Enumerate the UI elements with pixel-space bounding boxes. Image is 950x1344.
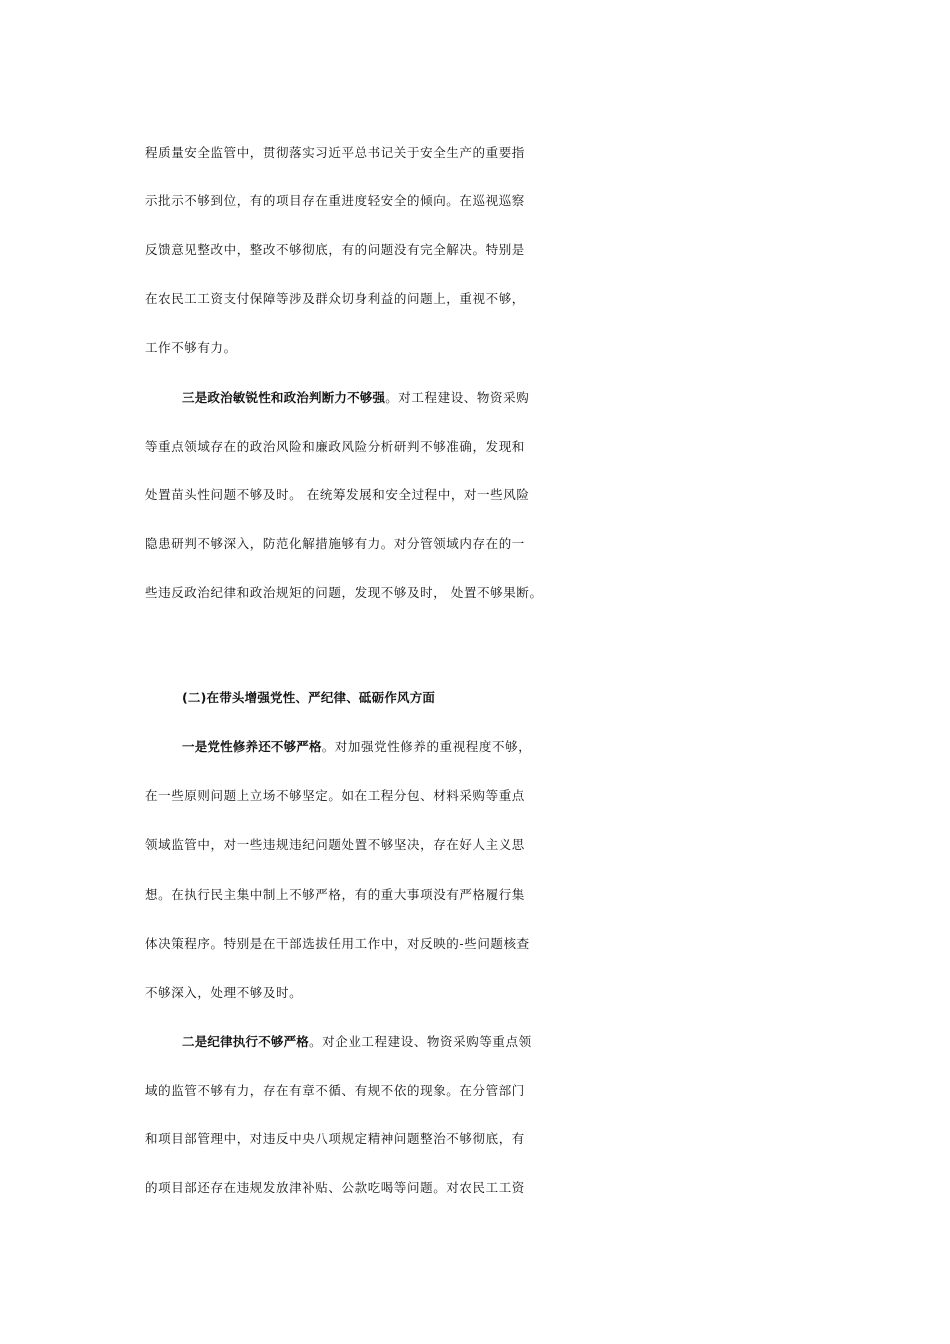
paragraph-lead-rest: 。对企业工程建设、物资采购等重点领 — [309, 1034, 532, 1049]
text-line: 领域监管中，对一些违规违纪问题处置不够坚决，存在好人主义思 — [145, 837, 525, 852]
paragraph-lead-rest: 。对加强党性修养的重视程度不够， — [321, 739, 532, 754]
text-line: 处置苗头性问题不够及时。 在统筹发展和安全过程中，对一些风险 — [145, 487, 530, 502]
text-line: 在农民工工资支付保障等涉及群众切身利益的问题上，重视不够， — [145, 291, 525, 306]
section-heading: (二)在带头增强党性、严纪律、砥砺作风方面 — [182, 690, 436, 705]
paragraph-lead-rest: 。对工程建设、物资采购 — [385, 390, 530, 405]
text-line: 反馈意见整改中，整改不够彻底，有的问题没有完全解决。特别是 — [145, 242, 525, 257]
text-line: 和项目部管理中，对违反中央八项规定精神问题整治不够彻底，有 — [145, 1131, 525, 1146]
text-line: 在一些原则问题上立场不够坚定。如在工程分包、材料采购等重点 — [145, 788, 525, 803]
text-line: 不够深入，处理不够及时。 — [145, 985, 303, 1000]
text-line: 程质量安全监管中，贯彻落实习近平总书记关于安全生产的重要指 — [145, 145, 525, 160]
text-line: 些违反政治纪律和政治规矩的问题，发现不够及时， 处置不够果断。 — [145, 585, 543, 600]
text-line: 等重点领域存在的政治风险和廉政风险分析研判不够准确，发现和 — [145, 439, 525, 454]
text-line: 想。在执行民主集中制上不够严格，有的重大事项没有严格履行集 — [145, 887, 525, 902]
text-line — [0, 383, 950, 413]
text-line: 体决策程序。特别是在干部选拔任用工作中，对反映的-些问题核查 — [145, 936, 530, 951]
text-line: 的项目部还存在违规发放津补贴、公款吃喝等问题。对农民工工资 — [145, 1180, 525, 1195]
paragraph-lead-bold: 三是政治敏锐性和政治判断力不够强 — [182, 390, 386, 405]
text-line: 隐患研判不够深入，防范化解措施够有力。对分管领域内存在的一 — [145, 536, 525, 551]
text-line: 工作不够有力。 — [145, 340, 237, 355]
paragraph-lead-bold: 二是纪律执行不够严格 — [182, 1034, 310, 1049]
text-line: 域的监管不够有力，存在有章不循、有规不依的现象。在分管部门 — [145, 1083, 525, 1098]
text-line — [0, 732, 950, 762]
text-line — [0, 1027, 950, 1057]
text-line: 示批示不够到位，有的项目存在重进度轻安全的倾向。在巡视巡察 — [145, 193, 525, 208]
paragraph-lead-bold: 一是党性修养还不够严格 — [182, 739, 322, 754]
